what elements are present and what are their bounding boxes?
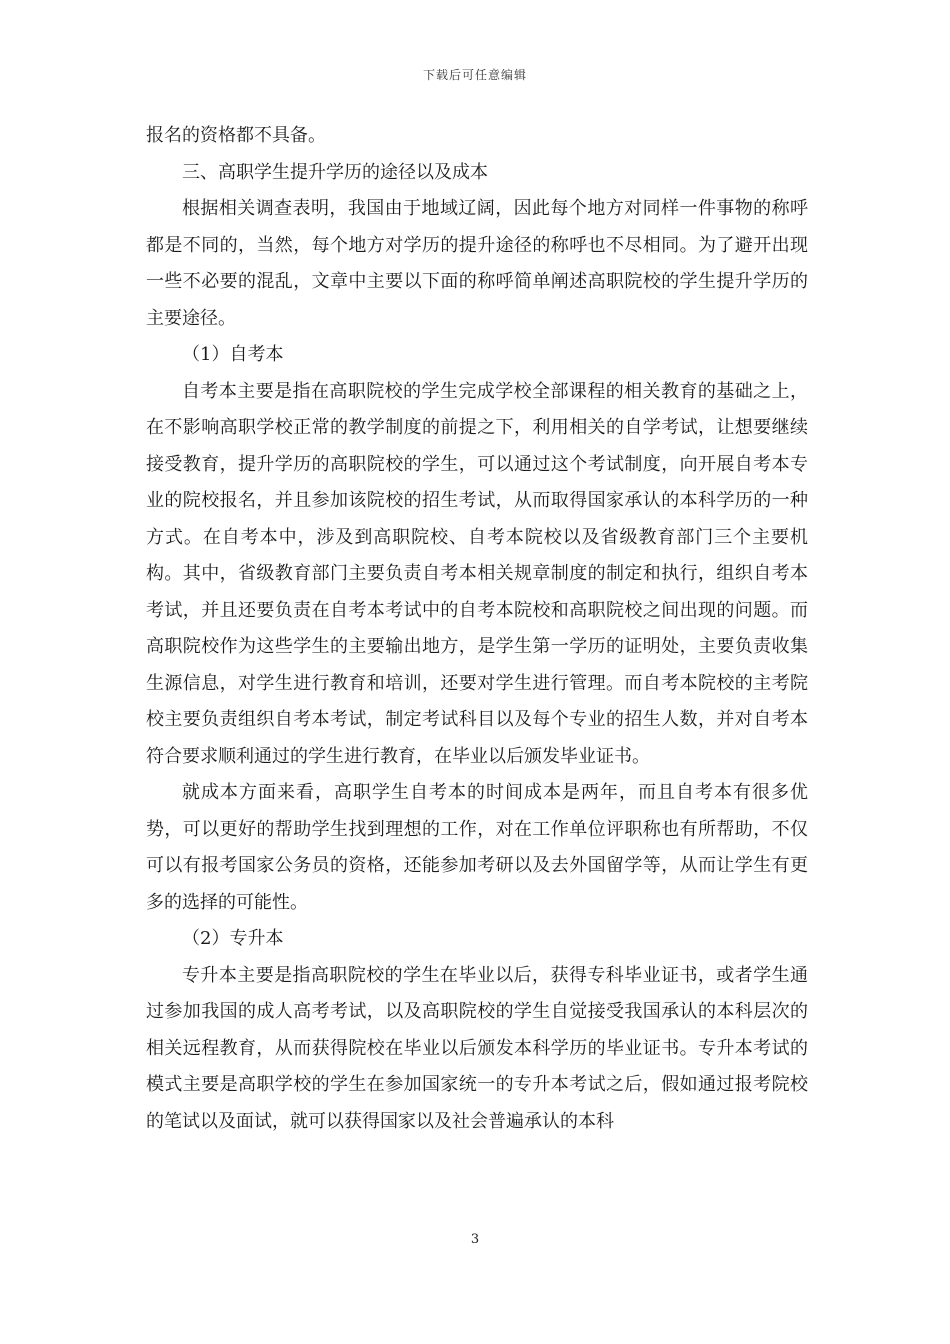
paragraph: 专升本主要是指高职院校的学生在毕业以后，获得专科毕业证书，或者学生通过参加我国的成人高考考试，以及高职院校的学生自觉接受我国承认的本科层次的相关远程教育，从而获得院校在毕业以后颁发本科学历的毕业证书。专升本考试的模式主要是高职学校的学生在参加国家统一的专升本考试之后，假如通过报考院校的笔试以及面试，就可以获得国家以及社会普遍承认的本科	[146, 964, 808, 1132]
page-header: 下载后可任意编辑	[422, 68, 527, 82]
document-body	[146, 118, 808, 1140]
sub-heading-upgrade: （2）专升本	[182, 928, 284, 949]
page-number: 3	[470, 1232, 480, 1247]
paragraph: 自考本主要是指在高职院校的学生完成学校全部课程的相关教育的基础之上，在不影响高职学校正常的教学制度的前提之下，利用相关的自学考试，让想要继续接受教育，提升学历的高职院校的学生，可以通过这个考试制度，向开展自考本专业的院校报名，并且参加该院校的招生考试，从而取得国家承认的本科学历的一种方式。在自考本中，涉及到高职院校、自考本院校以及省级教育部门三个主要机构。其中，省级教育部门主要负责自考本相关规章制度的制定和执行，组织自考本考试，并且还要负责在自考本考试中的自考本院校和高职院校之间出现的问题。而高职院校作为这些学生的主要输出地方，是学生第一学历的证明处，主要负责收集生源信息，对学生进行教育和培训，还要对学生进行管理。而自考本院校的主考院校主要负责组织自考本考试，制定考试科目以及每个专业的招生人数，并对自考本符合要求顺利通过的学生进行教育，在毕业以后颁发毕业证书。	[146, 380, 808, 767]
section-heading: 三、高职学生提升学历的途径以及成本	[182, 161, 488, 183]
paragraph: 就成本方面来看，高职学生自考本的时间成本是两年，而且自考本有很多优势，可以更好的帮助学生找到理想的工作，对在工作单位评职称也有所帮助，不仅可以有报考国家公务员的资格，还能参加考研以及去外国留学等，从而让学生有更多的选择的可能性。	[146, 782, 808, 913]
paragraph: 根据相关调查表明，我国由于地域辽阔，因此每个地方对同样一件事物的称呼都是不同的，当然，每个地方对学历的提升途径的称呼也不尽相同。为了避开出现一些不必要的混乱，文章中主要以下面的称呼简单阐述高职院校的学生提升学历的主要途径。	[146, 198, 808, 329]
sub-heading-self-study: （1）自考本	[182, 344, 284, 365]
paragraph-continuation: 报名的资格都不具备。	[146, 125, 326, 146]
